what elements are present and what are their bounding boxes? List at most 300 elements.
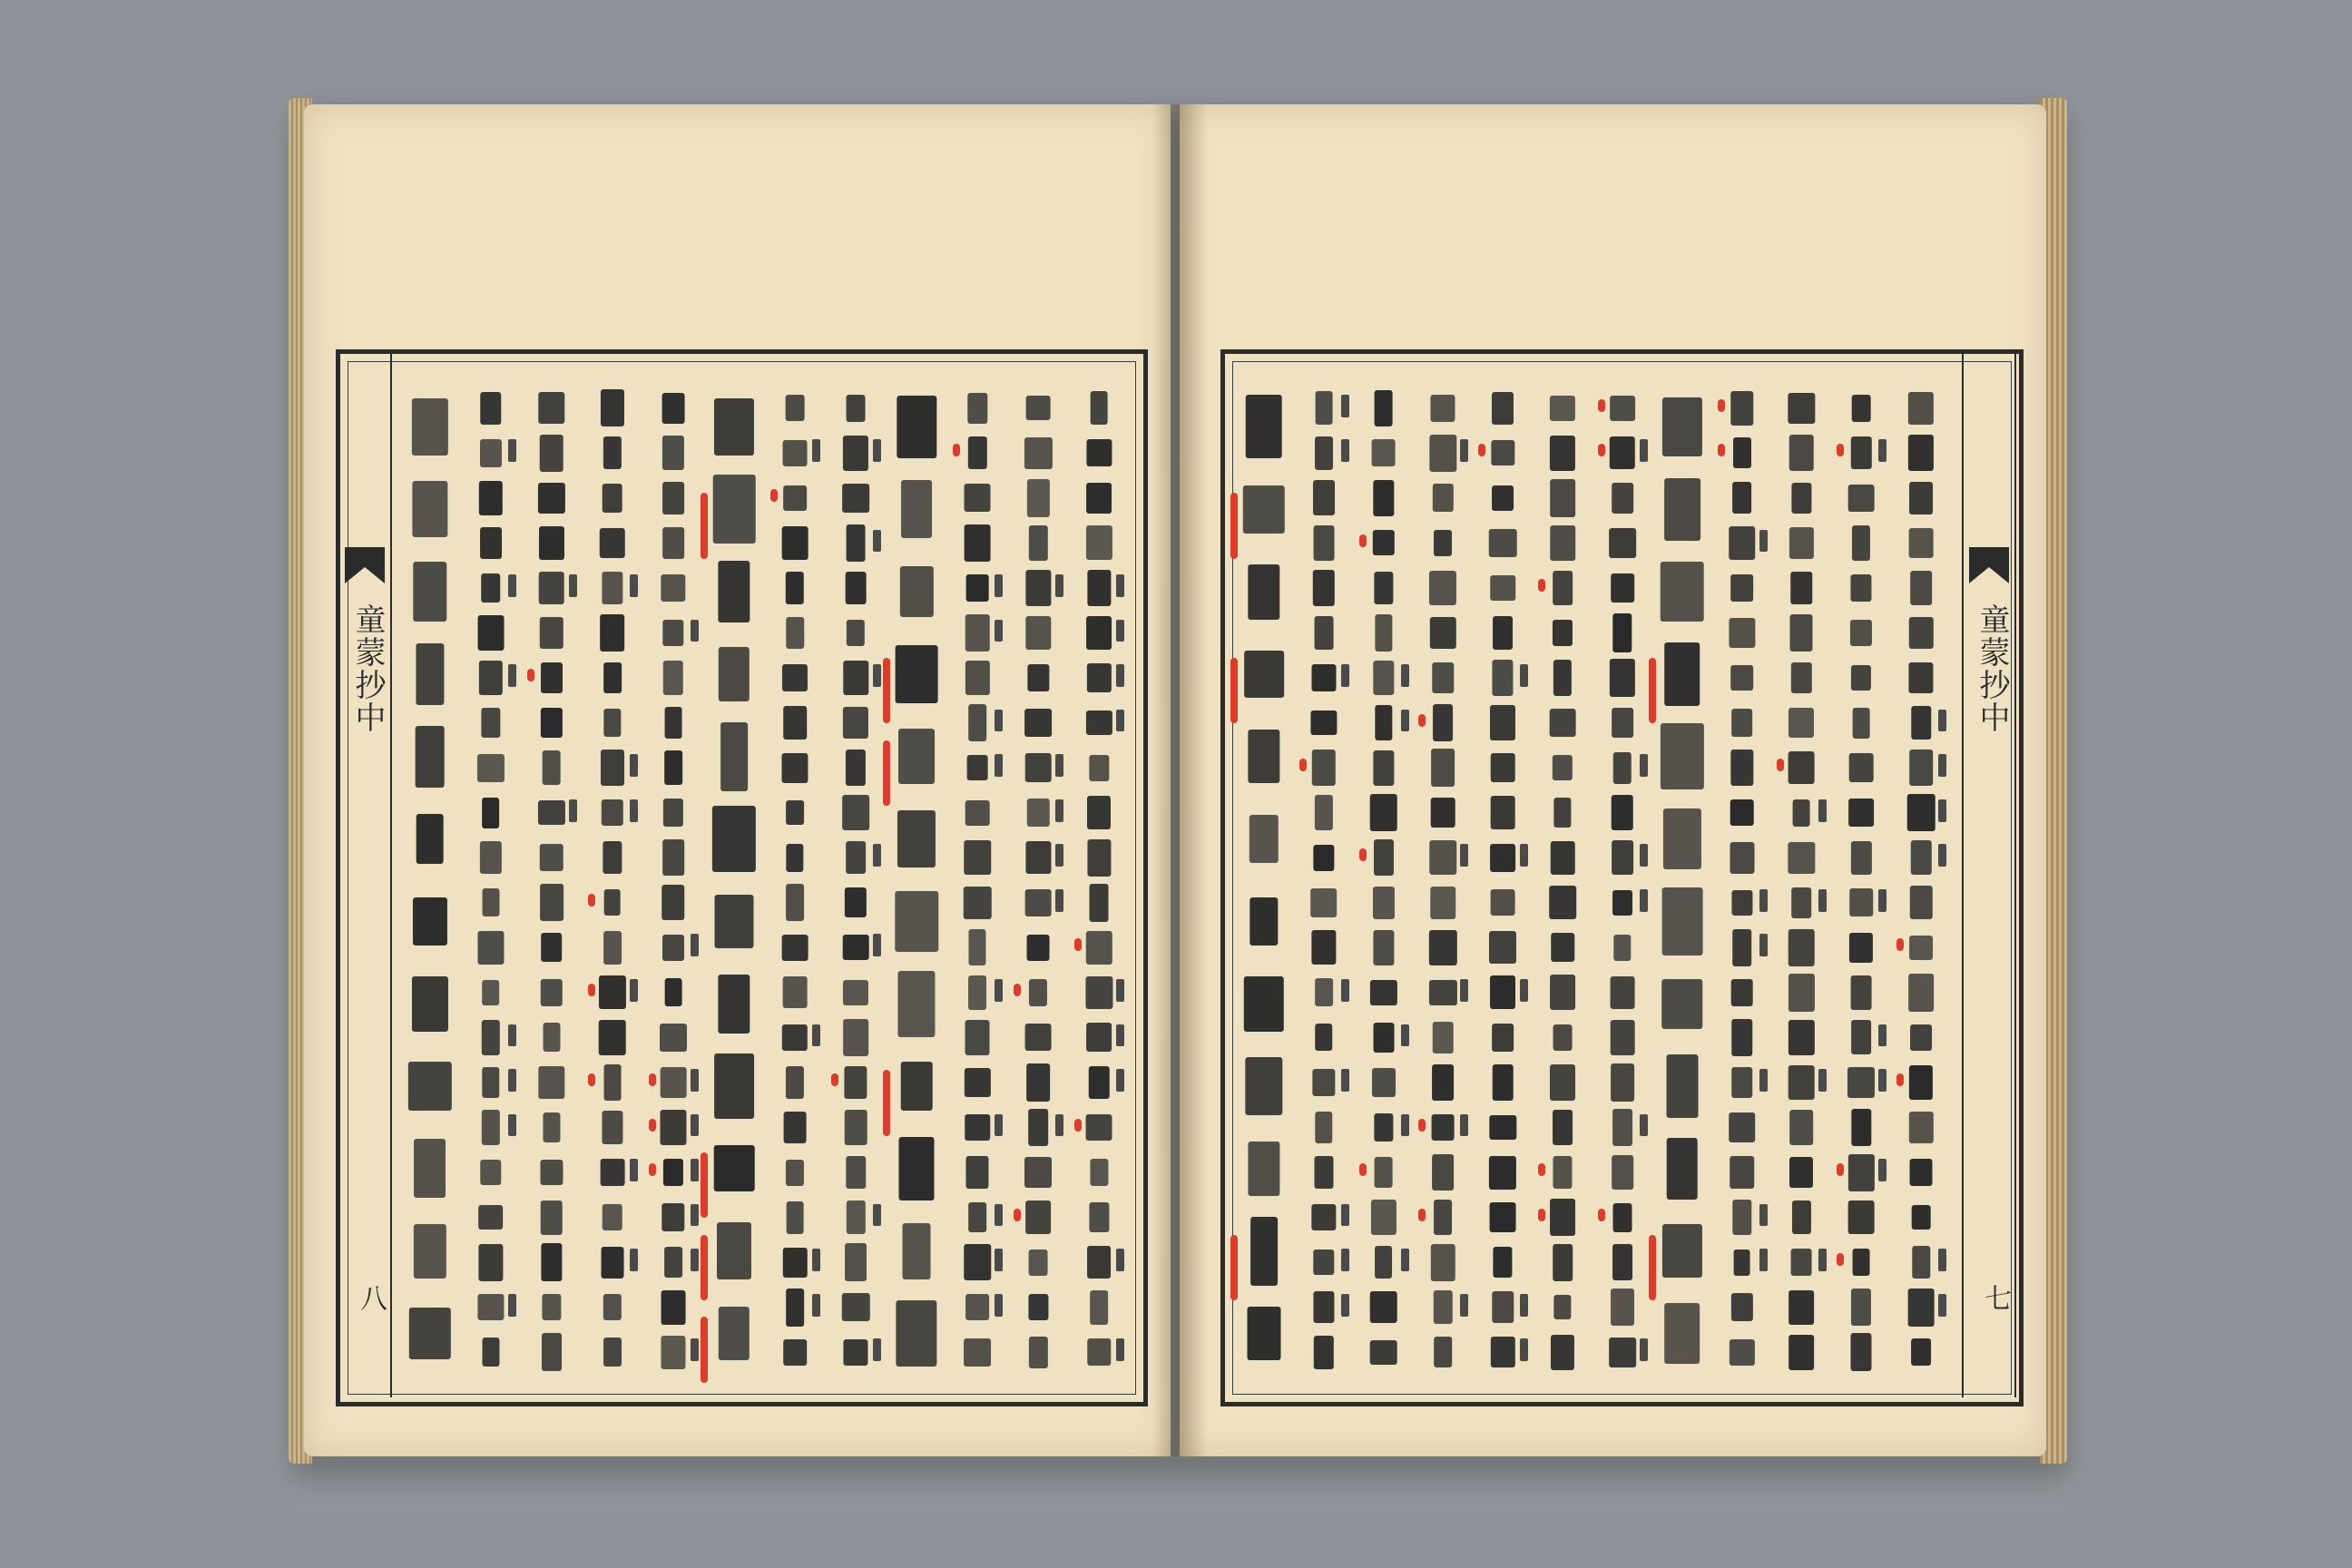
glyph-stroke [847, 395, 866, 422]
red-punctuation-mark [1837, 1253, 1844, 1266]
glyph-stroke [1493, 616, 1513, 650]
glyph-stroke [480, 439, 502, 467]
glyph-stroke [599, 975, 626, 1009]
glyph-stroke [1788, 929, 1815, 966]
glyph-stroke [1731, 709, 1753, 737]
reading-gloss [1938, 710, 1946, 732]
reading-gloss [1055, 799, 1063, 822]
text-column [1083, 386, 1114, 1375]
glyph-stroke [1026, 396, 1051, 420]
reading-gloss [1341, 1069, 1349, 1092]
red-punctuation-mark [1418, 1209, 1426, 1221]
reading-gloss [1401, 664, 1409, 687]
reading-gloss [1116, 1249, 1124, 1271]
glyph-stroke [784, 1112, 807, 1143]
glyph-stroke [660, 1110, 686, 1144]
red-punctuation-mark [1538, 579, 1545, 592]
reading-gloss [995, 574, 1003, 597]
glyph-stroke [1434, 1290, 1452, 1324]
glyph-stroke [1790, 614, 1813, 652]
glyph-stroke [661, 1290, 685, 1325]
glyph-stroke [541, 1243, 562, 1280]
glyph-stroke [1310, 888, 1338, 917]
glyph-stroke [968, 975, 986, 1010]
glyph-stroke [1909, 528, 1934, 557]
reading-gloss [1818, 799, 1827, 822]
glyph-stroke [539, 435, 564, 472]
reading-gloss [812, 1024, 820, 1047]
reading-gloss [1938, 844, 1946, 867]
red-punctuation-mark [1230, 1235, 1238, 1301]
glyph-stroke [718, 975, 750, 1034]
glyph-stroke [1491, 753, 1515, 782]
glyph-stroke [1910, 571, 1932, 605]
glyph-stroke [786, 1160, 804, 1186]
red-punctuation-mark [1837, 444, 1844, 456]
glyph-stroke [1029, 1109, 1049, 1147]
reading-gloss [1341, 1204, 1349, 1227]
text-column [1487, 386, 1518, 1375]
glyph-stroke [1373, 887, 1395, 919]
glyph-stroke [1852, 395, 1871, 421]
glyph-stroke [1851, 436, 1871, 469]
glyph-stroke [968, 436, 986, 469]
glyph-stroke [415, 726, 445, 788]
red-punctuation-mark [953, 444, 960, 456]
glyph-stroke [1610, 659, 1635, 696]
glyph-stroke [662, 436, 684, 470]
reading-gloss [1759, 934, 1768, 956]
glyph-stroke [1662, 397, 1702, 456]
glyph-stroke [1029, 525, 1047, 560]
glyph-stroke [1373, 750, 1394, 786]
glyph-stroke [1848, 485, 1875, 513]
red-punctuation-mark [588, 984, 595, 996]
glyph-stroke [602, 799, 623, 827]
glyph-stroke [1731, 1067, 1753, 1097]
reading-gloss [1055, 889, 1063, 912]
glyph-stroke [408, 1308, 450, 1358]
glyph-stroke [1087, 483, 1112, 514]
glyph-stroke [538, 483, 565, 514]
glyph-stroke [602, 1111, 622, 1144]
glyph-stroke [1090, 755, 1109, 781]
red-punctuation-mark [883, 1070, 890, 1136]
glyph-stroke [1911, 706, 1930, 740]
glyph-stroke [1310, 710, 1337, 735]
glyph-stroke [1730, 979, 1753, 1007]
reading-gloss [630, 1159, 638, 1181]
glyph-stroke [1613, 935, 1631, 961]
glyph-stroke [1612, 1155, 1633, 1190]
glyph-stroke [718, 561, 750, 622]
red-punctuation-mark [1538, 1163, 1545, 1176]
glyph-stroke [1315, 795, 1333, 830]
glyph-stroke [783, 485, 807, 512]
glyph-stroke [1432, 749, 1455, 786]
glyph-stroke [843, 980, 868, 1004]
reading-gloss [1460, 844, 1468, 867]
glyph-stroke [1246, 395, 1283, 458]
glyph-stroke [964, 1338, 991, 1367]
glyph-stroke [719, 647, 750, 702]
reading-gloss [691, 620, 699, 642]
glyph-stroke [786, 395, 805, 421]
glyph-stroke [482, 1338, 499, 1367]
text-column [1846, 386, 1877, 1375]
glyph-stroke [843, 707, 868, 739]
red-punctuation-mark [1896, 1073, 1904, 1086]
glyph-stroke [662, 482, 684, 514]
glyph-stroke [1550, 709, 1576, 738]
glyph-stroke [540, 884, 564, 921]
glyph-stroke [901, 480, 932, 538]
glyph-stroke [662, 393, 684, 424]
glyph-stroke [842, 484, 869, 512]
glyph-stroke [714, 1054, 754, 1120]
glyph-stroke [1730, 799, 1754, 827]
glyph-stroke [786, 1066, 804, 1099]
glyph-stroke [662, 935, 684, 961]
glyph-stroke [1315, 978, 1333, 1006]
glyph-stroke [783, 706, 807, 740]
glyph-stroke [1024, 1157, 1052, 1188]
glyph-stroke [1313, 525, 1334, 561]
glyph-stroke [1851, 1020, 1871, 1054]
glyph-stroke [602, 484, 622, 513]
glyph-stroke [662, 885, 685, 920]
glyph-stroke [1789, 435, 1814, 471]
reading-gloss [1640, 439, 1648, 462]
glyph-stroke [1313, 845, 1334, 871]
glyph-stroke [412, 897, 446, 946]
red-punctuation-mark [1718, 444, 1725, 456]
glyph-stroke [603, 709, 621, 737]
text-column [1368, 386, 1399, 1375]
glyph-stroke [1315, 1112, 1332, 1143]
text-column [892, 386, 941, 1375]
glyph-stroke [965, 524, 991, 562]
reading-gloss [1116, 1069, 1124, 1092]
glyph-stroke [1550, 525, 1575, 561]
glyph-stroke [1908, 435, 1934, 471]
red-punctuation-mark [1649, 658, 1656, 724]
reading-gloss [1116, 574, 1124, 597]
glyph-stroke [1733, 1250, 1750, 1276]
red-punctuation-mark [770, 489, 778, 502]
glyph-stroke [968, 393, 987, 424]
reading-gloss [995, 1114, 1003, 1137]
right-spine-title: 童蒙抄中 [1974, 603, 2010, 734]
glyph-stroke [1788, 1020, 1814, 1055]
glyph-stroke [1086, 931, 1112, 965]
red-punctuation-mark [883, 740, 890, 807]
reading-gloss [1640, 1338, 1648, 1361]
glyph-stroke [1730, 750, 1753, 786]
glyph-stroke [1429, 930, 1456, 965]
glyph-stroke [1432, 1114, 1455, 1141]
fishtail-mark-icon [345, 547, 385, 583]
glyph-stroke [482, 798, 500, 828]
glyph-stroke [411, 976, 447, 1032]
glyph-stroke [1087, 796, 1111, 829]
glyph-stroke [541, 708, 563, 738]
glyph-stroke [843, 661, 867, 696]
glyph-stroke [1489, 931, 1516, 964]
glyph-stroke [1313, 570, 1335, 606]
glyph-stroke [600, 614, 625, 652]
reading-gloss [1341, 1249, 1349, 1271]
glyph-stroke [1610, 396, 1635, 421]
reading-gloss [873, 1204, 881, 1227]
glyph-stroke [1311, 664, 1336, 691]
glyph-stroke [1611, 1063, 1634, 1101]
red-punctuation-mark [1598, 1209, 1605, 1221]
text-column [1658, 386, 1707, 1375]
glyph-stroke [1848, 799, 1874, 828]
glyph-stroke [1247, 1307, 1280, 1360]
glyph-stroke [1610, 436, 1635, 469]
glyph-stroke [481, 1020, 499, 1056]
reading-gloss [691, 934, 699, 956]
reading-gloss [630, 979, 638, 1002]
reading-gloss [1460, 979, 1468, 1002]
red-punctuation-mark [1418, 1119, 1426, 1132]
glyph-stroke [1312, 750, 1336, 785]
glyph-stroke [1374, 572, 1393, 603]
text-column [406, 386, 455, 1375]
glyph-stroke [1250, 1217, 1278, 1286]
glyph-stroke [782, 1024, 808, 1051]
glyph-stroke [786, 617, 803, 648]
glyph-stroke [1430, 617, 1455, 649]
glyph-stroke [786, 800, 804, 825]
glyph-stroke [1550, 436, 1575, 471]
glyph-stroke [661, 1067, 687, 1097]
reading-gloss [1116, 710, 1124, 732]
reading-gloss [691, 1338, 699, 1361]
glyph-stroke [1312, 1069, 1335, 1095]
glyph-stroke [1374, 1113, 1393, 1141]
glyph-stroke [1848, 1200, 1875, 1234]
red-punctuation-mark [1718, 399, 1725, 412]
glyph-stroke [1788, 751, 1815, 784]
glyph-stroke [714, 1145, 755, 1191]
glyph-stroke [1849, 753, 1874, 783]
red-punctuation-mark [1837, 1163, 1844, 1176]
glyph-stroke [1250, 815, 1279, 862]
glyph-stroke [717, 1222, 751, 1279]
glyph-stroke [664, 750, 682, 786]
glyph-stroke [1087, 663, 1111, 692]
text-column [1547, 386, 1578, 1375]
glyph-stroke [480, 1160, 502, 1186]
glyph-stroke [1551, 841, 1574, 875]
reading-gloss [630, 754, 638, 777]
glyph-stroke [782, 935, 808, 961]
reading-gloss [1878, 1024, 1886, 1047]
glyph-stroke [901, 1062, 933, 1111]
left-folio-number: 八 [355, 1284, 387, 1313]
glyph-stroke [1371, 439, 1396, 466]
reading-gloss [630, 1249, 638, 1271]
red-punctuation-mark [1230, 658, 1238, 724]
glyph-stroke [898, 729, 935, 784]
reading-gloss [1759, 530, 1768, 553]
glyph-stroke [1907, 794, 1936, 831]
glyph-stroke [897, 396, 936, 457]
glyph-stroke [1851, 841, 1871, 875]
reading-gloss [873, 439, 881, 462]
reading-gloss [873, 664, 881, 687]
glyph-stroke [481, 1110, 499, 1145]
glyph-stroke [1909, 1065, 1933, 1099]
glyph-stroke [969, 704, 987, 741]
glyph-stroke [661, 574, 685, 602]
red-punctuation-mark [1014, 984, 1021, 996]
glyph-stroke [1429, 980, 1456, 1005]
glyph-stroke [1849, 933, 1873, 963]
glyph-stroke [1372, 530, 1394, 555]
glyph-stroke [1851, 665, 1871, 691]
glyph-stroke [1024, 437, 1052, 470]
glyph-stroke [897, 810, 936, 867]
glyph-stroke [1369, 980, 1396, 1004]
glyph-stroke [1550, 1064, 1575, 1100]
glyph-stroke [1091, 391, 1108, 425]
glyph-stroke [1661, 723, 1704, 789]
reading-gloss [1401, 1114, 1409, 1137]
glyph-stroke [1313, 1291, 1334, 1323]
glyph-stroke [787, 1201, 804, 1234]
glyph-stroke [1609, 528, 1636, 558]
glyph-stroke [1375, 1246, 1393, 1279]
glyph-stroke [601, 389, 624, 426]
reading-gloss [1401, 1249, 1409, 1271]
glyph-stroke [1849, 888, 1873, 916]
glyph-stroke [603, 1204, 623, 1230]
glyph-stroke [413, 562, 446, 622]
glyph-stroke [1430, 435, 1456, 473]
glyph-stroke [603, 1338, 622, 1367]
glyph-stroke [1086, 976, 1112, 1009]
glyph-stroke [1611, 1289, 1634, 1326]
glyph-stroke [1490, 844, 1515, 872]
glyph-stroke [1248, 730, 1279, 783]
glyph-stroke [1664, 642, 1700, 706]
glyph-stroke [1847, 1067, 1875, 1098]
glyph-stroke [965, 1244, 991, 1279]
glyph-stroke [1244, 651, 1284, 699]
reading-gloss [691, 1114, 699, 1137]
glyph-stroke [1431, 887, 1455, 919]
glyph-stroke [1553, 798, 1571, 828]
text-column [658, 386, 689, 1375]
glyph-stroke [1612, 483, 1633, 514]
glyph-stroke [1731, 890, 1752, 916]
glyph-stroke [781, 753, 808, 783]
glyph-stroke [1314, 1156, 1333, 1189]
glyph-stroke [966, 1156, 989, 1189]
glyph-stroke [712, 806, 756, 872]
glyph-stroke [1433, 704, 1453, 742]
glyph-stroke [1609, 1338, 1636, 1367]
glyph-stroke [1612, 708, 1633, 738]
reading-gloss [1878, 1159, 1886, 1181]
red-punctuation-mark [1074, 1119, 1082, 1132]
glyph-stroke [965, 1114, 991, 1141]
glyph-stroke [1315, 1024, 1333, 1051]
reading-gloss [1818, 889, 1827, 912]
glyph-stroke [846, 1156, 865, 1188]
glyph-stroke [966, 574, 989, 603]
glyph-stroke [1910, 886, 1932, 919]
glyph-stroke [413, 1224, 446, 1279]
glyph-stroke [1243, 485, 1285, 534]
glyph-stroke [1375, 614, 1392, 652]
glyph-stroke [783, 1339, 807, 1366]
glyph-stroke [1493, 1064, 1514, 1101]
text-column [1727, 386, 1758, 1375]
glyph-stroke [1912, 1246, 1929, 1279]
glyph-stroke [482, 888, 499, 916]
glyph-stroke [1029, 1250, 1048, 1276]
glyph-stroke [600, 1159, 624, 1185]
glyph-stroke [1372, 1068, 1396, 1098]
glyph-stroke [539, 526, 564, 561]
text-column [1023, 386, 1054, 1375]
reading-gloss [1818, 1069, 1827, 1092]
glyph-stroke [1432, 1064, 1454, 1102]
glyph-stroke [1549, 886, 1576, 919]
glyph-stroke [1911, 1338, 1931, 1366]
glyph-stroke [539, 617, 563, 649]
glyph-stroke [1550, 479, 1575, 517]
text-column [475, 386, 506, 1375]
glyph-stroke [665, 978, 682, 1006]
glyph-stroke [1492, 485, 1514, 511]
glyph-stroke [965, 661, 989, 696]
glyph-stroke [603, 931, 622, 964]
glyph-stroke [786, 844, 803, 872]
glyph-stroke [1029, 979, 1047, 1006]
glyph-stroke [847, 1200, 865, 1233]
glyph-stroke [1789, 527, 1813, 559]
glyph-stroke [1086, 710, 1112, 735]
glyph-stroke [1429, 571, 1456, 605]
reading-gloss [508, 1294, 516, 1317]
text-column [1906, 386, 1936, 1375]
left-spine-strip [338, 349, 392, 1397]
glyph-stroke [407, 1062, 451, 1112]
glyph-stroke [845, 1110, 867, 1145]
reading-gloss [1116, 620, 1124, 642]
reading-gloss [812, 1294, 820, 1317]
text-column [840, 386, 871, 1375]
glyph-stroke [478, 1244, 503, 1281]
reading-gloss [1878, 889, 1886, 912]
reading-gloss [1759, 1249, 1768, 1271]
glyph-stroke [1610, 976, 1634, 1009]
reading-gloss [691, 1159, 699, 1181]
reading-gloss [1640, 889, 1648, 912]
red-punctuation-mark [588, 894, 595, 906]
red-punctuation-mark [1014, 1209, 1021, 1221]
glyph-stroke [1373, 480, 1394, 516]
glyph-stroke [900, 566, 933, 617]
glyph-stroke [847, 620, 865, 647]
red-punctuation-mark [1598, 444, 1605, 456]
